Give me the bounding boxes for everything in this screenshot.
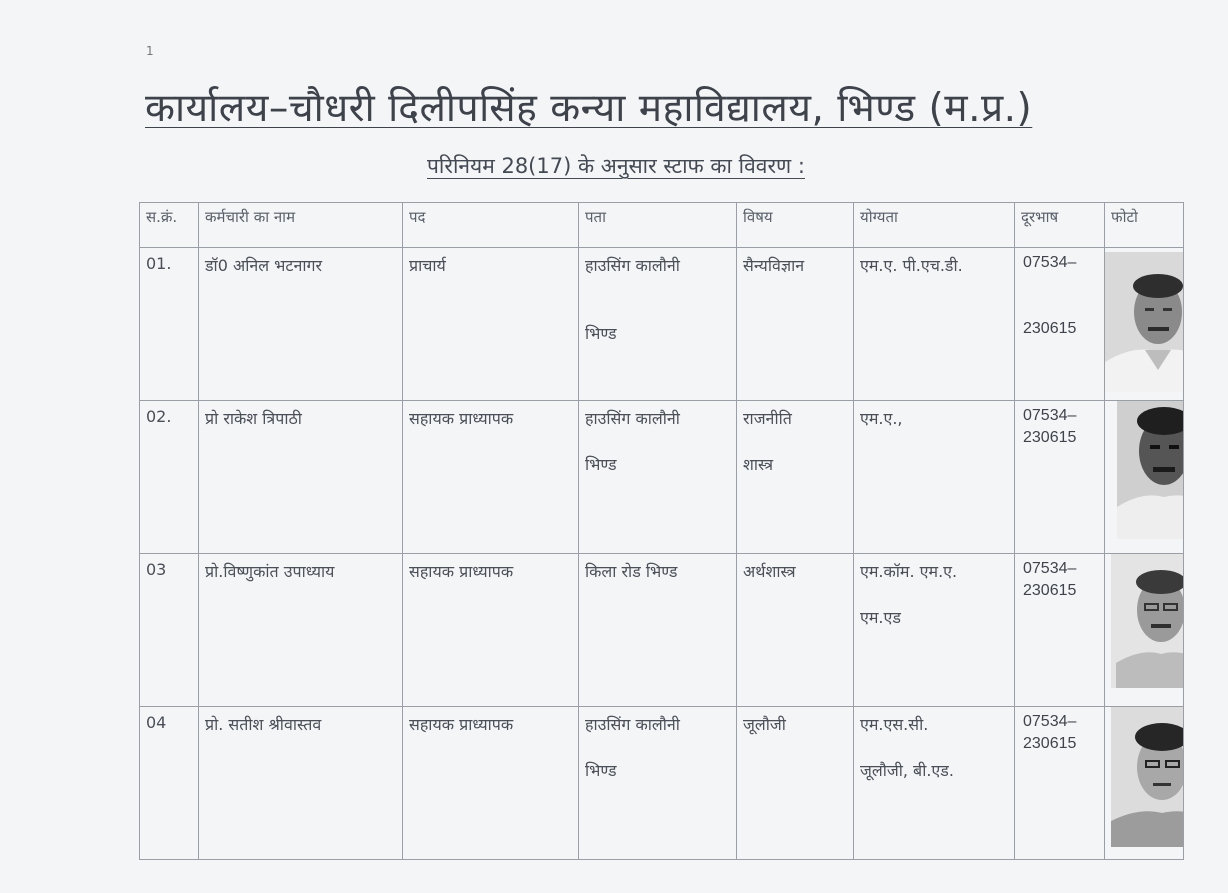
portrait-image bbox=[1111, 707, 1184, 848]
column-header-name: कर्मचारी का नाम bbox=[199, 203, 403, 248]
cell-qualification bbox=[854, 401, 1015, 554]
portrait-image bbox=[1117, 401, 1184, 540]
address-line-1: हाउसिंग कालौनी bbox=[585, 409, 680, 428]
column-header-phone: दूरभाष bbox=[1015, 203, 1105, 248]
subject-line-1: अर्थशास्त्र bbox=[743, 562, 796, 581]
phone-line-2: 230615 bbox=[1023, 735, 1077, 752]
staff-table bbox=[139, 202, 1184, 860]
cell-name: प्रो. सतीश श्रीवास्तव bbox=[199, 707, 403, 860]
cell-post: सहायक प्राध्यापक bbox=[403, 707, 579, 860]
phone-line-1: 07534– bbox=[1023, 254, 1077, 271]
address-line-1: हाउसिंग कालौनी bbox=[585, 715, 680, 734]
cell-qualification bbox=[854, 707, 1015, 860]
cell-sno: 02. bbox=[140, 401, 199, 554]
table-row bbox=[140, 554, 1184, 707]
cell-sno: 01. bbox=[140, 248, 199, 401]
cell-address bbox=[579, 707, 737, 860]
column-header-post: पद bbox=[403, 203, 579, 248]
qualification-line-1: एम.कॉम. एम.ए. bbox=[860, 562, 958, 581]
column-header-qualification: योग्यता bbox=[854, 203, 1015, 248]
qualification-line-2: जूलौजी, बी.एड. bbox=[860, 761, 954, 780]
address-line-1: किला रोड भिण्ड bbox=[585, 562, 678, 581]
cell-subject bbox=[737, 707, 854, 860]
cell-name: प्रो.विष्णुकांत उपाध्याय bbox=[199, 554, 403, 707]
cell-name: प्रो राकेश त्रिपाठी bbox=[199, 401, 403, 554]
column-header-sno: स.क्रं. bbox=[140, 203, 199, 248]
cell-post: सहायक प्राध्यापक bbox=[403, 554, 579, 707]
column-header-photo: फोटो bbox=[1105, 203, 1184, 248]
address-line-2: भिण्ड bbox=[585, 324, 617, 343]
phone-line-2: 230615 bbox=[1023, 582, 1077, 599]
cell-sno: 03 bbox=[140, 554, 199, 707]
document-subtitle: परिनियम 28(17) के अनुसार स्टाफ का विवरण : bbox=[427, 154, 805, 178]
subject-line-2: शास्त्र bbox=[743, 455, 774, 474]
portrait-image bbox=[1105, 252, 1184, 392]
cell-subject bbox=[737, 554, 854, 707]
column-header-address: पता bbox=[579, 203, 737, 248]
address-line-1: हाउसिंग कालौनी bbox=[585, 256, 680, 275]
cell-photo bbox=[1105, 554, 1184, 707]
cell-name: डॉ0 अनिल भटनागर bbox=[199, 248, 403, 401]
cell-phone bbox=[1015, 554, 1105, 707]
qualification-line-1: एम.ए., bbox=[860, 409, 903, 428]
cell-post: सहायक प्राध्यापक bbox=[403, 401, 579, 554]
phone-line-2: 230615 bbox=[1023, 429, 1077, 446]
address-line-2: भिण्ड bbox=[585, 455, 617, 474]
portrait-photo bbox=[1117, 401, 1184, 540]
qualification-line-1: एम.ए. पी.एच.डी. bbox=[860, 256, 963, 275]
cell-phone bbox=[1015, 707, 1105, 860]
cell-photo bbox=[1105, 401, 1184, 554]
cell-phone bbox=[1015, 401, 1105, 554]
portrait-photo bbox=[1105, 252, 1184, 392]
page-number: 1 bbox=[146, 44, 154, 58]
subject-line-1: सैन्यविज्ञान bbox=[743, 256, 805, 275]
table-row bbox=[140, 248, 1184, 401]
table-header-row bbox=[140, 203, 1184, 248]
phone-line-1: 07534– bbox=[1023, 713, 1077, 730]
document-title: कार्यालय–चौधरी दिलीपसिंह कन्या महाविद्यालय, भिण्ड (म.प्र.) bbox=[145, 86, 1033, 131]
portrait-photo bbox=[1111, 707, 1184, 848]
portrait-image bbox=[1111, 554, 1184, 689]
cell-subject bbox=[737, 401, 854, 554]
cell-phone bbox=[1015, 248, 1105, 401]
table-row bbox=[140, 707, 1184, 860]
cell-photo bbox=[1105, 248, 1184, 401]
qualification-line-1: एम.एस.सी. bbox=[860, 715, 929, 734]
cell-post: प्राचार्य bbox=[403, 248, 579, 401]
subject-line-1: राजनीति bbox=[743, 409, 792, 428]
cell-subject bbox=[737, 248, 854, 401]
column-header-subject: विषय bbox=[737, 203, 854, 248]
phone-line-1: 07534– bbox=[1023, 560, 1077, 577]
table-row bbox=[140, 401, 1184, 554]
cell-address bbox=[579, 401, 737, 554]
portrait-photo bbox=[1111, 554, 1184, 689]
subject-line-1: जूलौजी bbox=[743, 715, 786, 734]
cell-qualification bbox=[854, 554, 1015, 707]
cell-photo bbox=[1105, 707, 1184, 860]
cell-sno: 04 bbox=[140, 707, 199, 860]
phone-line-2: 230615 bbox=[1023, 320, 1077, 337]
qualification-line-2: एम.एड bbox=[860, 608, 901, 627]
cell-address bbox=[579, 248, 737, 401]
address-line-2: भिण्ड bbox=[585, 761, 617, 780]
cell-address bbox=[579, 554, 737, 707]
phone-line-1: 07534– bbox=[1023, 407, 1077, 424]
cell-qualification bbox=[854, 248, 1015, 401]
